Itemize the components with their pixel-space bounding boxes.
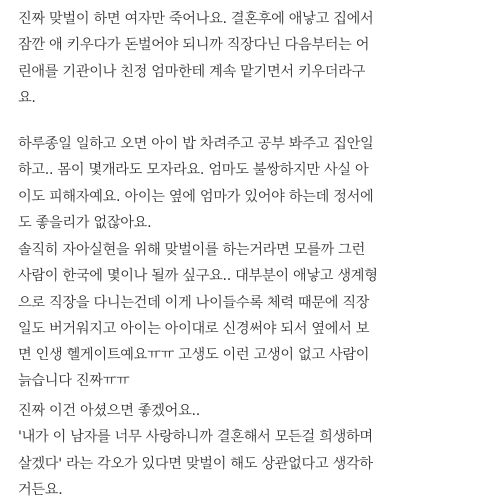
paragraph-line: 하고.. 몸이 몇개라도 모자라요. 엄마도 불쌍하지만 사실 아 [18,162,369,179]
paragraph-line: 요. [18,89,36,106]
paragraph-line: 하루종일 일하고 오면 아이 밥 차려주고 공부 봐주고 집안일 [18,136,374,152]
paragraph-line: 도 좋을리가 없잖아요. [18,214,152,231]
paragraph-1 [18,6,373,111]
paragraph-line: 이도 피해자예요. 아이는 옆에 엄마가 있어야 하는데 정서에 [18,188,374,205]
paragraph-line: 진짜 맞벌이 하면 여자만 죽어나요. 결혼후에 애낳고 집에서 [18,11,374,27]
paragraph-line: 진짜 이건 아셨으면 좋겠어요.. [18,403,200,419]
paragraph-line: 솔직히 자아실현을 위해 맞벌이를 하는거라면 모를까 그런 [18,242,365,258]
paragraph-2 [18,131,373,236]
paragraph-line: 사람이 한국에 몇이나 될까 싶구요.. 대부분이 애낳고 생계형 [18,268,378,285]
paragraph-line: 일도 버거워지고 아이는 아이대로 신경써야 되서 옆에서 보 [18,320,370,337]
paragraph-line: 면 인생 헬게이트예요ㅠㅠ 고생도 이런 고생이 없고 사람이 [18,347,370,364]
paragraph-3 [18,237,378,395]
paragraph-4 [18,398,373,503]
paragraph-line: '내가 이 남자를 너무 사랑하니까 결혼해서 모든걸 희생하며 [18,429,373,446]
paragraph-line: 린애를 기관이나 친정 엄마한테 계속 맡기면서 키우더라구 [18,63,365,80]
paragraph-line: 늙습니다 진짜ㅠㅠ [18,373,130,390]
paragraph-line: 잠깐 애 키우다가 돈벌어야 되니까 직장다닌 다음부터는 어 [18,37,370,54]
paragraph-line: 으로 직장을 다니는건데 이게 나이들수록 체력 때문에 직장 [18,294,370,311]
paragraph-line: 거든요. [18,481,63,498]
paragraph-line: 살겠다' 라는 각오가 있다면 맞벌이 해도 상관없다고 생각하 [18,455,373,472]
